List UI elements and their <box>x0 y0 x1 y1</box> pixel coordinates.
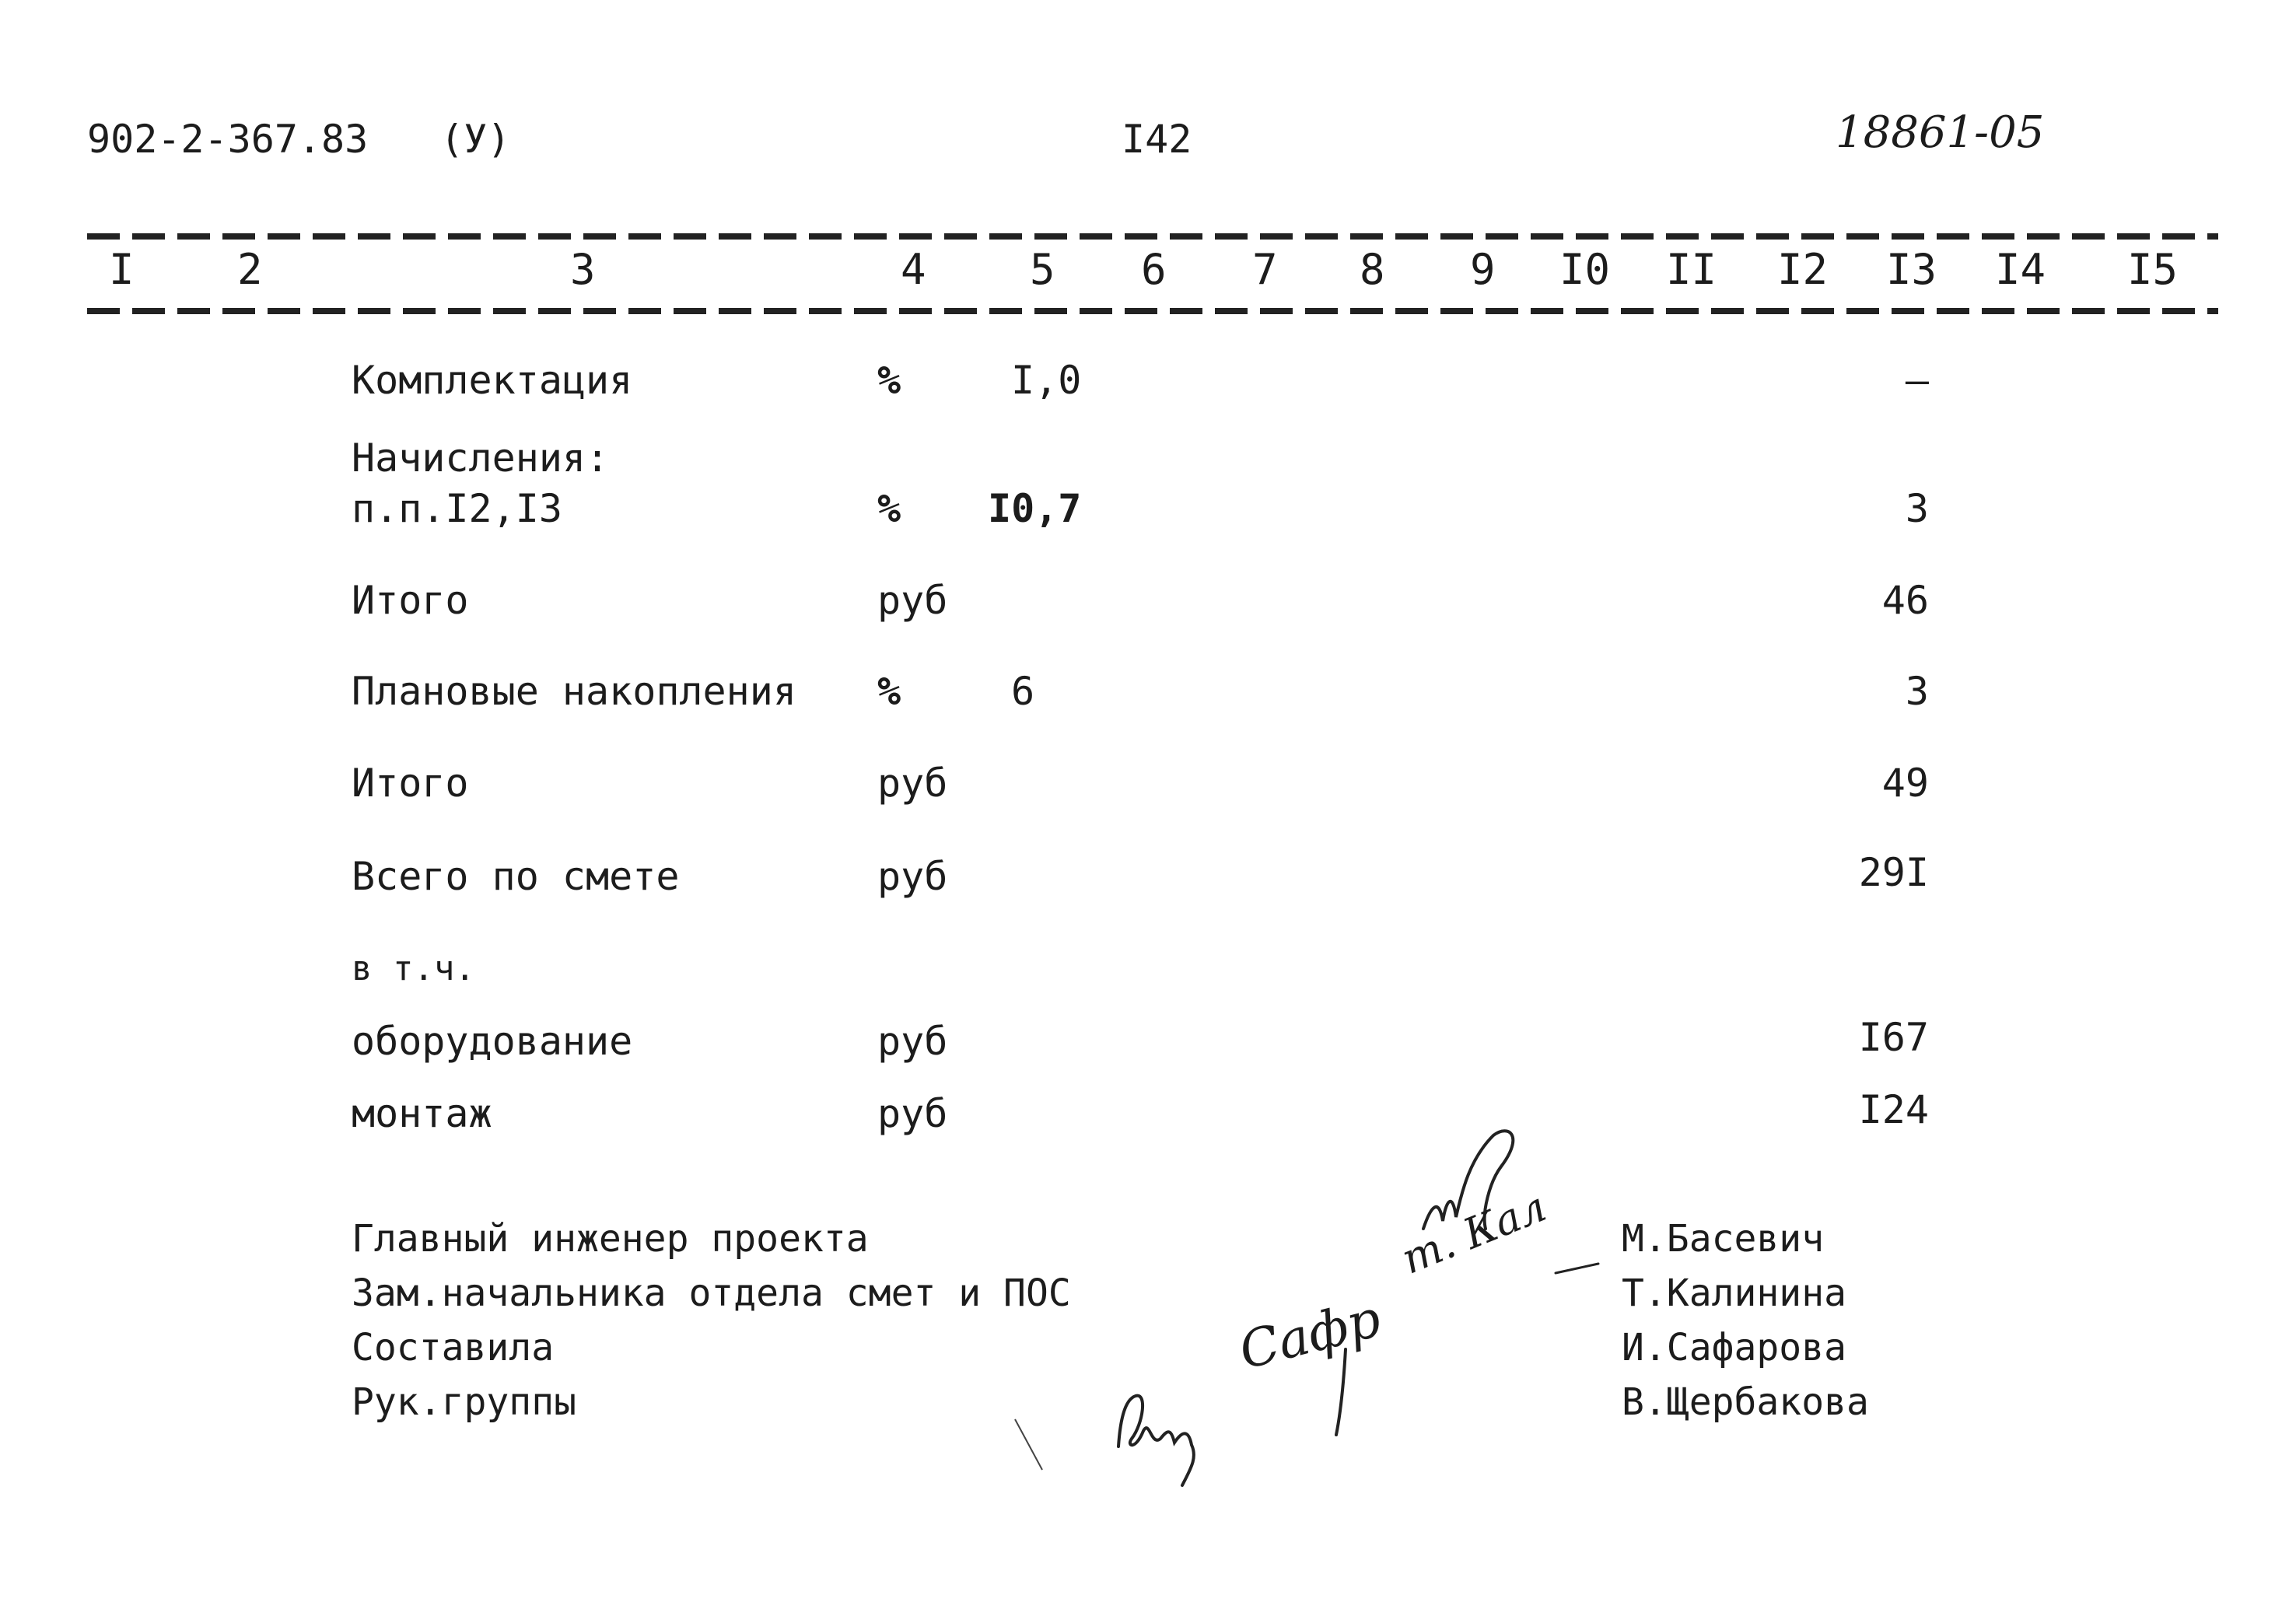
column-number: II <box>1666 245 1717 294</box>
signatory-name: И.Сафарова <box>1622 1326 1846 1369</box>
signature-kalinina: т. Кал <box>1395 1181 1553 1284</box>
signatory-role: Составила <box>352 1326 555 1369</box>
row-unit: % <box>877 486 901 531</box>
row-label: Итого <box>352 578 469 623</box>
header-bottom-rule <box>87 308 2218 314</box>
column-number: 5 <box>1030 245 1055 294</box>
row-value: I67 <box>1858 1015 1929 1060</box>
row-value: 46 <box>1881 578 1929 623</box>
column-number: I0 <box>1559 245 1611 294</box>
row-label: Начисления: <box>352 435 610 481</box>
document-variant: (У) <box>440 117 511 162</box>
signatory-role: Рук.группы <box>352 1380 576 1424</box>
row-rate: I,0 <box>1011 358 1082 403</box>
row-value: 3 <box>1905 669 1929 714</box>
row-unit: руб <box>877 578 948 623</box>
row-unit: % <box>877 669 901 714</box>
archive-number: 18861-05 <box>1836 107 2045 158</box>
signatory-name: Т.Калинина <box>1622 1271 1846 1315</box>
row-unit: % <box>877 358 901 403</box>
column-number: 2 <box>237 245 263 294</box>
signatory-role: Зам.начальника отдела смет и ПОС <box>352 1271 1071 1315</box>
column-number: I2 <box>1777 245 1829 294</box>
row-rate: 6 <box>1011 669 1035 714</box>
column-number: 9 <box>1470 245 1496 294</box>
column-number: I <box>109 245 135 294</box>
row-label: Итого <box>352 761 469 806</box>
row-unit: руб <box>877 1091 948 1136</box>
row-unit: руб <box>877 1019 948 1064</box>
column-number: 8 <box>1360 245 1385 294</box>
column-number: 6 <box>1141 245 1167 294</box>
signature-safarova: Сафр <box>1233 1288 1387 1381</box>
row-value: 49 <box>1881 761 1929 806</box>
row-label: монтаж <box>352 1091 492 1136</box>
signatory-name: В.Щербакова <box>1622 1380 1869 1424</box>
row-unit: руб <box>877 761 948 806</box>
row-label: Всего по смете <box>352 854 680 899</box>
column-number: 7 <box>1252 245 1278 294</box>
signatory-name: М.Басевич <box>1622 1217 1825 1261</box>
column-number: I3 <box>1886 245 1937 294</box>
signature-shcherbakova <box>1104 1353 1244 1493</box>
stray-mark <box>1011 1415 1058 1478</box>
row-label: п.п.I2,I3 <box>352 486 562 531</box>
row-value: – <box>1905 358 1929 403</box>
row-label: Комплектация <box>352 358 633 403</box>
signatory-role: Главный инженер проекта <box>352 1217 869 1261</box>
row-unit: руб <box>877 854 948 899</box>
column-number: 3 <box>570 245 596 294</box>
row-value: I24 <box>1858 1087 1929 1132</box>
row-label: Плановые накопления <box>352 669 796 714</box>
column-number: 4 <box>901 245 926 294</box>
row-rate: I0,7 <box>988 486 1082 531</box>
row-value: 3 <box>1905 486 1929 531</box>
row-label: в т.ч. <box>352 949 475 988</box>
signature-safarova-stroke <box>1322 1345 1369 1439</box>
row-value: 29I <box>1858 850 1929 895</box>
header-top-rule <box>87 233 2218 240</box>
page-number: I42 <box>1122 117 1192 162</box>
signature-kalinina-tail <box>1552 1256 1606 1279</box>
column-number: I5 <box>2127 245 2179 294</box>
document-code: 902-2-367.83 <box>87 117 369 162</box>
row-label: оборудование <box>352 1019 633 1064</box>
column-number: I4 <box>1995 245 2046 294</box>
